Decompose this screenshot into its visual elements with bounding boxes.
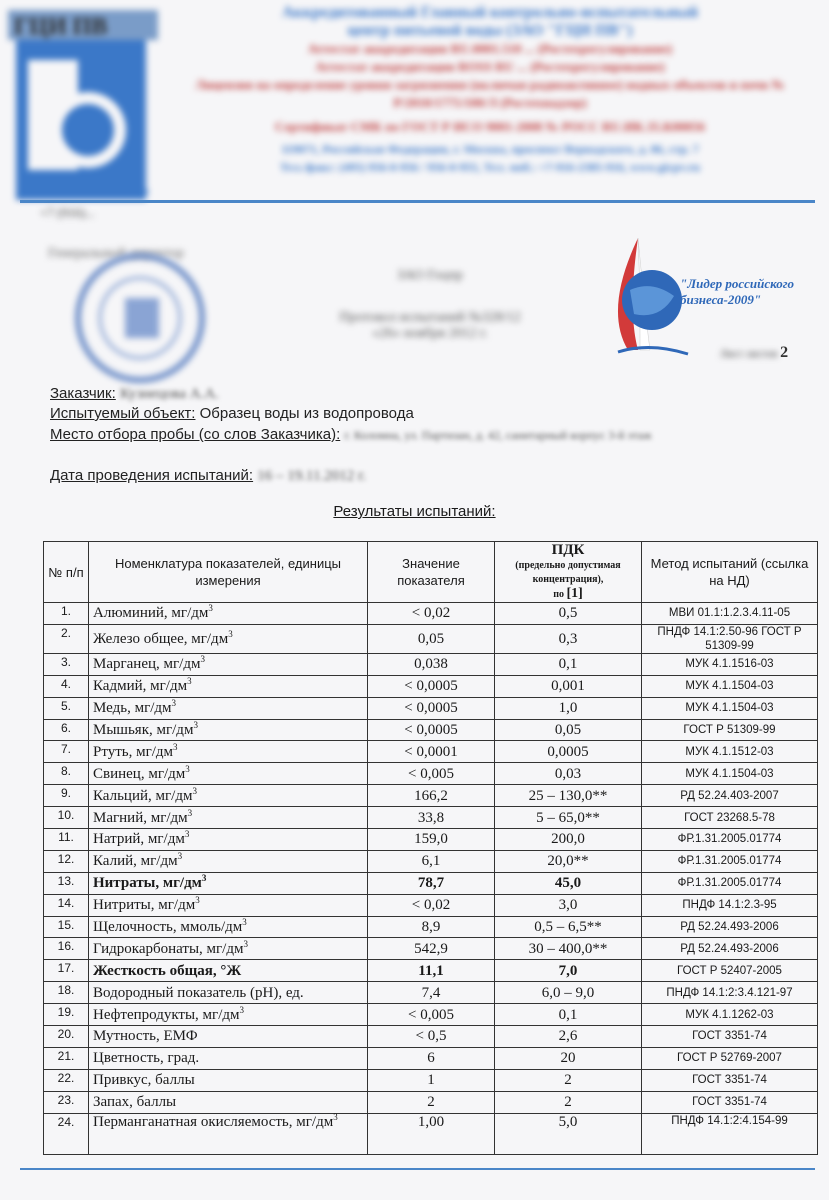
unit-superscript: 3 (187, 676, 192, 687)
indicator-name-text: Жесткость общая, °Ж (93, 962, 242, 979)
sampling-value: г. Коломна, ул. Партизан, д. 42, санитарный корпус 3-й этаж (344, 428, 652, 442)
contacts-text: Тел./факс: (495) 956-0-956 / 956-0-955, Тел. моб.: +7-916-2385-916, www.gicpv.ru (280, 160, 700, 174)
object-line (50, 405, 414, 422)
indicator-name (89, 1069, 368, 1091)
table-row (44, 653, 818, 675)
indicator-value: 0,038 (368, 653, 495, 675)
table-row (44, 807, 818, 829)
phone-stamp: +7 (916)... (40, 205, 95, 220)
indicator-name (89, 872, 368, 894)
indicator-name (89, 675, 368, 697)
indicator-value: 11,1 (368, 960, 495, 982)
row-number: 17. (44, 960, 89, 982)
indicator-name (89, 603, 368, 625)
indicator-value: < 0,0001 (368, 741, 495, 763)
indicator-name-text: Водородный показатель (pH), ед. (93, 984, 304, 1001)
indicator-name-text: Щелочность, ммоль/дм (93, 919, 243, 936)
indicator-mac: 0,0005 (495, 741, 642, 763)
license-text: Лицензия на определение уровня загрязнения (включая радиоактивное) водных объектов и почв № Р/2010/1775/100/Л (Ростехнадзор) (195, 77, 785, 110)
table-row (44, 624, 818, 653)
org-name-line1: Аккредитованный Главный контрольно-испытательный (281, 4, 698, 21)
row-number: 6. (44, 719, 89, 741)
header-mac-ref: [1] (566, 586, 583, 601)
test-method: ПНДФ 14.1:2:4.154-99 (642, 1113, 818, 1154)
letterhead-text (160, 4, 820, 176)
indicator-mac: 2 (495, 1069, 642, 1091)
indicator-value: < 0,5 (368, 1026, 495, 1048)
table-row (44, 763, 818, 785)
indicator-mac: 6,0 – 9,0 (495, 982, 642, 1004)
indicator-name-text: Свинец, мг/дм (93, 765, 186, 782)
row-number: 18. (44, 982, 89, 1004)
indicator-value: < 0,0005 (368, 675, 495, 697)
indicator-name-text: Цветность, град. (93, 1050, 200, 1067)
header-mac (495, 542, 642, 603)
indicator-name-text: Привкус, баллы (93, 1072, 195, 1089)
row-number: 24. (44, 1113, 89, 1154)
test-method: МУК 4.1.1516-03 (642, 653, 818, 675)
indicator-mac: 3,0 (495, 894, 642, 916)
indicator-name-text: Железо общее, мг/дм (93, 630, 229, 647)
accreditation-2: Аттестат аккредитации ROSS RU ... (Ростехрегулирование) (315, 59, 665, 74)
indicator-name (89, 719, 368, 741)
indicator-value: 542,9 (368, 938, 495, 960)
test-method: РД 52.24.403-2007 (642, 785, 818, 807)
sheet-number (720, 344, 788, 362)
object-label: Испытуемый объект: (50, 405, 196, 422)
indicator-name (89, 1091, 368, 1113)
test-method: ПНДФ 14.1:2.50-96 ГОСТ Р 51309-99 (642, 624, 818, 653)
indicator-name-text: Нефтепродукты, мг/дм (93, 1006, 240, 1023)
indicator-mac: 0,5 (495, 603, 642, 625)
header-value: Значение показателя (368, 542, 495, 603)
header-num: № п/п (44, 542, 89, 603)
indicator-value: 2 (368, 1091, 495, 1113)
header-mac-main: ПДК (551, 542, 585, 558)
indicator-name-text: Марганец, мг/дм (93, 656, 201, 673)
header-method: Метод испытаний (ссылка на НД) (642, 542, 818, 603)
indicator-value: 7,4 (368, 982, 495, 1004)
indicator-mac: 0,1 (495, 1004, 642, 1026)
row-number: 1. (44, 603, 89, 625)
table-row (44, 938, 818, 960)
indicator-value: < 0,005 (368, 763, 495, 785)
indicator-mac: 0,5 – 6,5** (495, 916, 642, 938)
customer-label: Заказчик: (50, 385, 116, 402)
address-text: 119071, Российская Федерация, г. Москва, проспект Вернадского, д. 86, стр. 7 (281, 142, 699, 156)
lab-logo-icon (8, 10, 168, 220)
row-number: 20. (44, 1026, 89, 1048)
protocol-date: «26» ноября 2012 г. (372, 326, 488, 341)
indicator-name (89, 829, 368, 851)
table-row (44, 1004, 818, 1026)
protocol-title: Протокол испытаний №328/12 (339, 310, 521, 325)
indicator-name (89, 1026, 368, 1048)
row-number: 10. (44, 807, 89, 829)
test-method: ГОСТ Р 52769-2007 (642, 1047, 818, 1069)
table-row (44, 1047, 818, 1069)
indicator-value: 78,7 (368, 872, 495, 894)
indicator-name-text: Натрий, мг/дм (93, 831, 185, 848)
indicator-name-text: Нитраты, мг/дм (93, 875, 202, 892)
test-method: МВИ 01.1:1.2.3.4.11-05 (642, 603, 818, 625)
indicator-value: 159,0 (368, 829, 495, 851)
unit-superscript: 3 (228, 628, 233, 639)
date-label: Дата проведения испытаний: (50, 467, 254, 484)
row-number: 16. (44, 938, 89, 960)
indicator-value: 166,2 (368, 785, 495, 807)
indicator-name-text: Кадмий, мг/дм (93, 678, 188, 695)
test-method: ПНДФ 14.1:2.3-95 (642, 894, 818, 916)
sheet-label: Лист листов (720, 348, 778, 360)
indicator-name-text: Перманганатная окисляемость, мг/дм (93, 1113, 334, 1130)
table-row (44, 785, 818, 807)
table-row (44, 603, 818, 625)
indicator-name-text: Медь, мг/дм (93, 700, 172, 717)
test-method: РД 52.24.493-2006 (642, 916, 818, 938)
row-number: 13. (44, 872, 89, 894)
row-number: 4. (44, 675, 89, 697)
indicator-value: 33,8 (368, 807, 495, 829)
indicator-name-text: Мутность, ЕМФ (93, 1028, 198, 1045)
indicator-name (89, 785, 368, 807)
table-row (44, 982, 818, 1004)
indicator-name-text: Гидрокарбонаты, мг/дм (93, 940, 244, 957)
unit-superscript: 3 (177, 851, 183, 862)
unit-superscript: 3 (193, 720, 198, 730)
protocol-heading (270, 268, 590, 342)
test-method: ГОСТ 3351-74 (642, 1069, 818, 1091)
indicator-name (89, 763, 368, 785)
table-header-row (44, 542, 818, 603)
indicator-mac: 200,0 (495, 829, 642, 851)
test-method: ФР.1.31.2005.01774 (642, 829, 818, 851)
indicator-name (89, 624, 368, 653)
test-method: ФР.1.31.2005.01774 (642, 850, 818, 872)
date-value: 16 – 19.11.2012 г. (257, 468, 367, 484)
bottom-rule (20, 1168, 815, 1170)
indicator-value: 1 (368, 1069, 495, 1091)
indicator-name (89, 1004, 368, 1026)
indicator-mac: 0,001 (495, 675, 642, 697)
logo-text: ГЦИ ПВ (14, 14, 108, 40)
unit-superscript: 3 (333, 1111, 338, 1122)
row-number: 14. (44, 894, 89, 916)
header-mac-sub: (предельно допустимая концентрация), (515, 560, 621, 585)
row-number: 21. (44, 1047, 89, 1069)
table-body (44, 603, 818, 1155)
certificate-text: Сертификат СМК по ГОСТ Р ИСО 9001-2008 № РОСС RU.ИК.35.К00056 (274, 119, 706, 134)
header-name: Номенклатура показателей, единицы измерения (89, 542, 368, 603)
indicator-name-text: Мышьяк, мг/дм (93, 722, 194, 738)
letterhead-rule (20, 200, 815, 203)
test-method: ПНДФ 14.1:2:3.4.121-97 (642, 982, 818, 1004)
org-name-line2: центр питьевой воды (ЗАО "ГЦИ ПВ") (347, 22, 633, 39)
indicator-mac: 30 – 400,0** (495, 938, 642, 960)
test-method: ГОСТ 3351-74 (642, 1026, 818, 1048)
row-number: 22. (44, 1069, 89, 1091)
sampling-label: Место отбора пробы (со слов Заказчика): (50, 426, 341, 443)
results-table (43, 541, 818, 1155)
table-row (44, 872, 818, 894)
unit-superscript: 3 (184, 829, 190, 840)
indicator-name (89, 894, 368, 916)
indicator-mac: 1,0 (495, 697, 642, 719)
test-method: ГОСТ Р 51309-99 (642, 719, 818, 741)
indicator-mac: 5 – 65,0** (495, 807, 642, 829)
table-row (44, 960, 818, 982)
table-row (44, 916, 818, 938)
indicator-name (89, 960, 368, 982)
indicator-mac: 7,0 (495, 960, 642, 982)
unit-superscript: 3 (243, 938, 248, 949)
table-row (44, 741, 818, 763)
table-row (44, 1069, 818, 1091)
table-row (44, 829, 818, 851)
indicator-name-text: Нитриты, мг/дм (93, 897, 196, 914)
indicator-mac: 0,03 (495, 763, 642, 785)
table-row (44, 697, 818, 719)
indicator-name (89, 982, 368, 1004)
indicator-mac: 25 – 130,0** (495, 785, 642, 807)
header-mac-by: по (553, 589, 564, 600)
unit-superscript: 3 (201, 873, 207, 884)
unit-superscript: 3 (187, 807, 193, 818)
indicator-name-text: Ртуть, мг/дм (93, 743, 174, 760)
indicator-value: < 0,0005 (368, 697, 495, 719)
indicator-name-text: Калий, мг/дм (93, 853, 178, 870)
unit-superscript: 3 (200, 654, 205, 665)
seal-stamp-icon (55, 248, 225, 388)
table-row (44, 1113, 818, 1154)
indicator-mac: 2 (495, 1091, 642, 1113)
customer-line (50, 385, 219, 403)
indicator-name-text: Запах, баллы (93, 1094, 177, 1111)
indicator-name (89, 1113, 368, 1154)
indicator-name (89, 697, 368, 719)
table-row (44, 850, 818, 872)
indicator-value: 1,00 (368, 1113, 495, 1154)
table-row (44, 719, 818, 741)
object-value: Образец воды из водопровода (199, 405, 414, 422)
indicator-value: < 0,005 (368, 1004, 495, 1026)
unit-superscript: 3 (208, 603, 213, 614)
row-number: 8. (44, 763, 89, 785)
indicator-mac: 2,6 (495, 1026, 642, 1048)
test-method: МУК 4.1.1262-03 (642, 1004, 818, 1026)
indicator-mac: 0,05 (495, 719, 642, 741)
indicator-value: 8,9 (368, 916, 495, 938)
indicator-mac: 0,3 (495, 624, 642, 653)
test-method: МУК 4.1.1512-03 (642, 741, 818, 763)
indicator-mac: 45,0 (495, 872, 642, 894)
table-row (44, 1091, 818, 1113)
indicator-name-text: Магний, мг/дм (93, 809, 188, 826)
row-number: 23. (44, 1091, 89, 1113)
test-method: ГОСТ Р 52407-2005 (642, 960, 818, 982)
results-title: Результаты испытаний: (333, 503, 496, 520)
unit-superscript: 3 (195, 895, 200, 906)
date-line (50, 467, 366, 485)
indicator-mac: 0,1 (495, 653, 642, 675)
indicator-name (89, 807, 368, 829)
table-row (44, 1026, 818, 1048)
test-method: ФР.1.31.2005.01774 (642, 872, 818, 894)
row-number: 15. (44, 916, 89, 938)
row-number: 3. (44, 653, 89, 675)
indicator-mac: 20 (495, 1047, 642, 1069)
indicator-name (89, 938, 368, 960)
indicator-value: < 0,0005 (368, 719, 495, 741)
indicator-value: < 0,02 (368, 603, 495, 625)
row-number: 9. (44, 785, 89, 807)
indicator-mac: 20,0** (495, 850, 642, 872)
row-number: 12. (44, 850, 89, 872)
test-method: РД 52.24.493-2006 (642, 938, 818, 960)
accreditation-1: Аттестат аккредитации RU.0001.510 ... (Ростехрегулирование) (307, 41, 673, 56)
unit-superscript: 3 (192, 785, 197, 796)
sampling-line (50, 426, 780, 444)
sheet-number-value: 2 (780, 344, 789, 361)
indicator-name (89, 850, 368, 872)
company-short: ЗАО Гоцпр (397, 268, 463, 283)
indicator-value: 6,1 (368, 850, 495, 872)
indicator-value: 6 (368, 1047, 495, 1069)
indicator-mac: 5,0 (495, 1113, 642, 1154)
test-method: ГОСТ 23268.5-78 (642, 807, 818, 829)
row-number: 5. (44, 697, 89, 719)
unit-superscript: 3 (239, 1004, 244, 1015)
unit-superscript: 3 (171, 698, 177, 709)
indicator-name-text: Алюминий, мг/дм (93, 605, 209, 622)
test-method: МУК 4.1.1504-03 (642, 697, 818, 719)
row-number: 2. (44, 624, 89, 653)
unit-superscript: 3 (185, 763, 190, 774)
unit-superscript: 3 (242, 917, 247, 928)
leader-award-text: "Лидер российского бизнеса-2009" (680, 276, 794, 307)
row-number: 7. (44, 741, 89, 763)
table-row (44, 675, 818, 697)
indicator-name (89, 741, 368, 763)
unit-superscript: 3 (173, 741, 178, 752)
director-label: Генеральный директор (48, 246, 184, 261)
row-number: 19. (44, 1004, 89, 1026)
indicator-name (89, 916, 368, 938)
test-method: МУК 4.1.1504-03 (642, 675, 818, 697)
indicator-name-text: Кальций, мг/дм (93, 787, 193, 804)
customer-value: Кузнецова А.А. (119, 386, 219, 402)
header-mac-by-line (499, 587, 637, 602)
indicator-value: < 0,02 (368, 894, 495, 916)
indicator-name (89, 653, 368, 675)
test-method: ГОСТ 3351-74 (642, 1091, 818, 1113)
table-row (44, 894, 818, 916)
indicator-name (89, 1047, 368, 1069)
test-method: МУК 4.1.1504-03 (642, 763, 818, 785)
indicator-value: 0,05 (368, 624, 495, 653)
row-number: 11. (44, 829, 89, 851)
